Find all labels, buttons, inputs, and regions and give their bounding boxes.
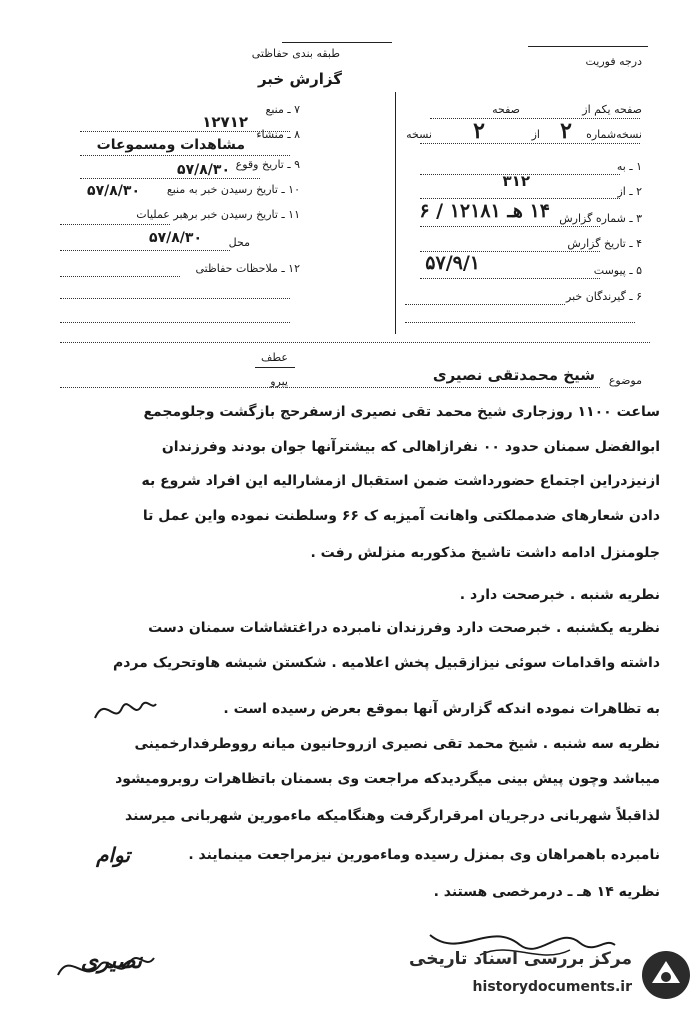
dotted-line [405, 322, 635, 323]
dotted-line [60, 298, 290, 299]
dotted-line [420, 143, 640, 144]
receipt-source-label: ۱۰ ـ تاریخ رسیدن خبر به منبع [166, 183, 300, 196]
dotted-line [405, 304, 565, 305]
dotted-line [60, 224, 170, 225]
dotted-line [420, 226, 600, 227]
dotted-line [80, 155, 290, 156]
body-line: ساعت ۱۱۰۰ روزجاری شیخ محمد تقی نصیری ازسفرحج بازگشت وجلومجمع [143, 404, 660, 420]
watermark-title: مرکز بررسی اسناد تاریخی [409, 949, 632, 969]
body-line: لذاقبلاً شهربانی درجریان امرقرارگرفت وهنگامیکه ماءمورین شهربانی میرسند [125, 808, 660, 824]
origin-label: ۸ ـ منشاء [256, 128, 300, 141]
body-line: میباشد وچون پیش بینی میگردیدکه مراجعت وی بسمنان باتظاهرات روبرومیشود [115, 771, 660, 787]
follow-label: پیرو [270, 375, 288, 388]
body-line: ازنیزدراین اجتماع حضورداشت ضمن استقبال ازمشارالیه این افراد شروع به [141, 473, 660, 489]
dotted-line [60, 387, 600, 388]
watermark-url: historydocuments.ir [472, 979, 632, 995]
priority-box-line [528, 46, 648, 47]
report-date-value: ۵۷/۹/۱ [425, 252, 480, 274]
subject-value: شیخ محمدتقی نصیری [432, 366, 595, 384]
body-line: جلومنزل ادامه داشت تاشیخ مذکوربه منزلش رفت . [310, 545, 660, 561]
column-divider [395, 92, 396, 334]
body-line: نظریه یکشنبه . خبرصحت دارد وفرزندان نامبرده دراغتشاشات سمنان دست [148, 620, 660, 636]
dotted-line [420, 251, 600, 252]
archive-logo-icon [640, 949, 692, 1001]
reference-label: عطف [261, 351, 288, 364]
source-label: ۷ ـ منبع [265, 103, 300, 116]
classification-line [282, 42, 392, 43]
dotted-line [80, 178, 260, 179]
body-line: نامبرده باهمراهان وی بمنزل رسیده وماءمورین نیزمراجعت مینمایند . [188, 847, 660, 863]
dotted-line [420, 278, 600, 279]
from-label: ۲ ـ از [617, 185, 642, 198]
copy-value: ۲ [560, 118, 572, 144]
source-value: ۱۲۷۱۲ [202, 113, 248, 131]
subject-label: موضوع [608, 374, 642, 387]
recipients-label: ۶ ـ گیرندگان خبر [566, 290, 642, 303]
dotted-line [420, 198, 620, 199]
form-title: گزارش خبر [257, 70, 342, 88]
page-word: صفحه [492, 103, 520, 116]
initial-scribble-icon [90, 690, 160, 730]
report-no-value: ۱۴ هـ ۱۲۱۸۱ / ۶ [419, 200, 550, 222]
body-line: به تظاهرات نموده اندکه گزارش آنها بموقع بعرض رسیده است . [223, 701, 660, 717]
dotted-line [60, 276, 180, 277]
watermark [407, 945, 692, 1007]
place-label: محل [228, 236, 250, 249]
classification-label: طبقه بندی حفاظتی [251, 47, 340, 60]
from-value: ۳۱۲ [502, 172, 530, 190]
dotted-line [60, 342, 650, 343]
body-line: نظریه سه شنبه . شیخ محمد تقی نصیری ازروحانیون میانه رووطرفدارخمینی [134, 736, 660, 752]
signature-scribble-icon [50, 940, 160, 990]
event-date-value: ۵۷/۸/۳۰ [177, 162, 230, 178]
page-label: صفحه یکم از [582, 103, 642, 116]
report-no-label: ۳ ـ شماره گزارش [559, 212, 642, 225]
to-label: ۱ ـ به [616, 160, 642, 173]
copy-word: نسخه [406, 128, 432, 141]
body-line: ابوالفضل سمنان حدود ۰۰ نفرازاهالی که بیشترآنها جوان بودند وفرزندان [161, 439, 660, 455]
body-line: داشته واقدامات سوئی نیزازقبیل پخش اعلامیه . شکستن شیشه هاوتحریک مردم [113, 655, 660, 671]
dotted-line [60, 322, 290, 323]
dotted-line [60, 250, 230, 251]
reference-line [255, 367, 295, 368]
receipt-ops-label: ۱۱ ـ تاریخ رسیدن خبر برهبر عملیات [136, 208, 300, 221]
dotted-line [430, 118, 640, 119]
body-line: نطریه شنبه . خبرصحت دارد . [459, 587, 660, 603]
event-date-label: ۹ ـ تاریخ وقوع [235, 158, 300, 171]
signature-left: نصیری [80, 948, 142, 974]
margin-note: توام [96, 843, 130, 867]
copy-label: نسخه‌شماره [586, 128, 642, 141]
place-value: ۵۷/۸/۳۰ [149, 230, 202, 246]
report-date-label: ۴ ـ تاریخ گزارش [567, 237, 642, 250]
body-line: دادن شعارهای ضدمملکتی واهانت آمیزبه ک ۶۶ وسلطنت نموده واین عمل تا [142, 508, 660, 524]
copy-from: از [531, 128, 540, 141]
priority-label: درجه فوریت [585, 55, 642, 68]
notes-label: ۱۲ ـ ملاحظات حفاظتی [195, 262, 300, 275]
origin-value: مشاهدات ومسموعات [96, 137, 245, 153]
receipt-source-value: ۵۷/۸/۳۰ [87, 183, 140, 199]
attachment-label: ۵ ـ پیوست [593, 264, 642, 277]
body-line: نظریه ۱۴ هـ ـ درمرخصی هستند . [433, 884, 660, 900]
copy-total: ۲ [473, 118, 485, 144]
